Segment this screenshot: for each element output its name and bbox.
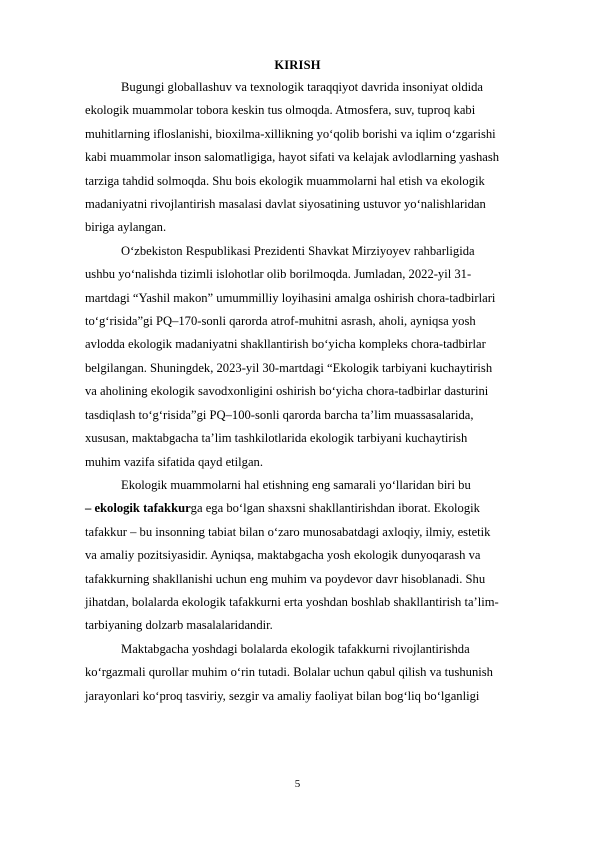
- text-line: martdagi “Yashil makon” umummilliy loyihasini amalga oshirish chora-tadbirlari: [85, 290, 496, 305]
- paragraph-4: [85, 638, 545, 708]
- text-line: tasdiqlash to‘g‘risida”gi PQ–100-sonli qarorda barcha ta’lim muassasalarida,: [85, 407, 474, 422]
- text-line: to‘g‘risida”gi PQ–170-sonli qarorda atrof-muhitni asrash, aholi, ayniqsa yosh: [85, 314, 476, 329]
- text-line: tarbiyaning dolzarb masalalaridandir.: [85, 618, 273, 633]
- text-line: jihatdan, bolalarda ekologik tafakkurni erta yoshdan boshlab shakllantirish ta’lim-: [85, 594, 499, 609]
- text-line: avlodda ekologik madaniyatni shakllantirish bo‘yicha kompleks chora-tadbirlar: [85, 337, 486, 352]
- section-title: KIRISH: [274, 58, 321, 72]
- text-line: tafakkurning shakllanishi uchun eng muhim va poydevor davr hisoblanadi. Shu: [85, 571, 486, 586]
- text-fragment: ga ega bo‘lgan shaxsni shakllantirishdan iborat. Ekologik: [190, 501, 480, 516]
- text-line: tarziga tahdid solmoqda. Shu bois ekologik muammolarni hal etish va ekologik: [85, 173, 485, 188]
- text-line: kabi muammolar inson salomatligiga, hayot sifati va kelajak avlodlarning yashash: [85, 150, 500, 165]
- text-line: madaniyatni rivojlantirish masalasi davlat siyosatining ustuvor yo‘nalishlaridan: [85, 197, 486, 212]
- text-line: tafakkur – bu insonning tabiat bilan o‘zaro munosabatdagi axloqiy, ilmiy, estetik: [85, 524, 491, 539]
- text-line: muhitlarning ifloslanishi, bioxilma-xillikning yo‘qolib borishi va iqlim o‘zgarishi: [85, 126, 496, 141]
- text-line: ushbu yo‘nalishda tizimli islohotlar olib borilmoqda. Jumladan, 2022-yil 31-: [85, 267, 472, 282]
- text-line: ekologik muammolar tobora keskin tus olmoqda. Atmosfera, suv, tuproq kabi: [85, 103, 476, 118]
- text-line: Maktabgacha yoshdagi bolalarda ekologik tafakkurni rivojlantirishda: [121, 641, 470, 656]
- text-line: va aholining ekologik savodxonligini oshirish bo‘yicha chora-tadbirlar dasturini: [85, 384, 489, 399]
- bold-term: – ekologik tafakkur: [85, 501, 191, 516]
- text-line: Ekologik muammolarni hal etishning eng samarali yo‘llaridan biri bu: [121, 477, 471, 492]
- text-line: belgilangan. Shuningdek, 2023-yil 30-martdagi “Ekologik tarbiyani kuchaytirish: [85, 360, 493, 375]
- text-line: [85, 497, 545, 520]
- text-line: Bugungi globallashuv va texnologik taraqqiyot davrida insoniyat oldida: [121, 80, 484, 94]
- text-line: O‘zbekiston Respublikasi Prezidenti Shavkat Mirziyoyev rahbarligida: [121, 243, 475, 258]
- paragraph-2: [85, 240, 545, 474]
- text-line: biriga aylangan.: [85, 220, 167, 235]
- text-line: xususan, maktabgacha ta’lim tashkilotlarida ekologik tarbiyani kuchaytirish: [85, 431, 468, 446]
- text-line: jarayonlari ko‘proq tasviriy, sezgir va amaliy faoliyat bilan bog‘liq bo‘lganligi: [85, 688, 480, 703]
- paragraph-3: [85, 474, 545, 638]
- text-line: ko‘rgazmali qurollar muhim o‘rin tutadi. Bolalar uchun qabul qilish va tushunish: [85, 665, 493, 680]
- paragraph-1: [85, 76, 545, 240]
- page-number: 5: [294, 778, 301, 790]
- text-line: muhim vazifa sifatida qayd etilgan.: [85, 454, 264, 469]
- body-text: [85, 76, 545, 708]
- text-line: va amaliy pozitsiyasidir. Ayniqsa, maktabgacha yosh ekologik dunyoqarash va: [85, 548, 481, 563]
